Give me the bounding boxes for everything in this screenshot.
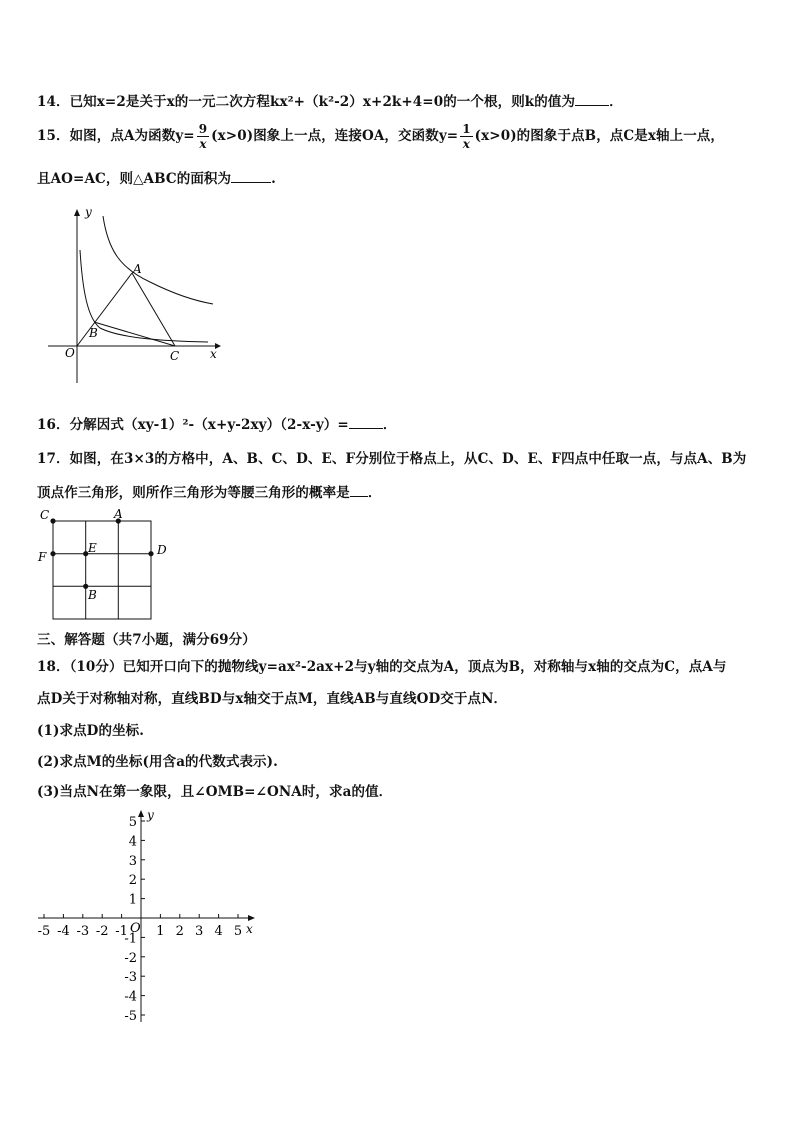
question-17-line-1 <box>37 447 746 467</box>
question-15-line-2 <box>37 167 276 187</box>
label-a: A <box>114 507 123 521</box>
question-14 <box>37 90 623 110</box>
y-axis-arrow <box>74 209 80 216</box>
question-14-text: 14．已知x=2是关于x的一元二次方程kx²+（k²-2）x+2k+4=0的一个根，则k的值为 <box>37 94 576 110</box>
point-c <box>50 518 55 523</box>
x-tick-label: 2 <box>175 924 184 939</box>
x-tick-label: 3 <box>195 924 204 939</box>
y-tick-label: 5 <box>128 815 137 830</box>
question-16 <box>37 413 396 433</box>
y-tick-label: -5 <box>124 1009 137 1024</box>
x-tick-label: -4 <box>57 924 70 939</box>
label-e: E <box>88 541 97 555</box>
figure-17-grid <box>34 506 174 626</box>
axis-label-y: y <box>147 808 154 822</box>
label-b: B <box>88 588 97 602</box>
label-f: F <box>38 550 47 564</box>
x-tick-label: 1 <box>156 924 165 939</box>
question-18-sub-3-text: (3)当点N在第一象限，且∠OMB=∠ONA时，求a的值． <box>37 784 393 800</box>
point-f <box>50 551 55 556</box>
question-15-part-1: 15．如图，点A为函数y= <box>37 128 195 144</box>
question-18-sub-2-text: (2)求点M的坐标(用含a的代数式表示). <box>37 754 278 770</box>
question-18-sub-1-text: (1)求点D的坐标. <box>37 723 145 739</box>
x-tick-label: -2 <box>95 924 109 939</box>
question-15-line-2-text: 且AO=AC，则△ABC的面积为 <box>37 171 232 187</box>
question-17-line-2 <box>37 481 381 501</box>
question-17-line-1-text: 17．如图，在3×3的方格中，A、B、C、D、E、F分别位于格点上，从C、D、E、F四点中任取一点，与点A、B为 <box>37 451 747 467</box>
y-tick-label: -1 <box>124 931 137 947</box>
question-18-line-2-text: 点D关于对称轴对称，直线BD与x轴交于点M，直线AB与直线OD交于点N． <box>37 691 508 707</box>
y-tick-label: 3 <box>128 853 137 869</box>
question-17-line-2-text: 顶点作三角形，则所作三角形为等腰三角形的概率是 <box>37 485 350 501</box>
answer-blank <box>350 484 368 497</box>
question-15-end: . <box>271 171 276 187</box>
question-17-end: ． <box>367 485 382 501</box>
question-14-end: ． <box>609 94 623 110</box>
answer-blank <box>231 170 271 183</box>
question-15-line-1 <box>37 122 724 151</box>
coordinate-axes <box>30 805 270 1030</box>
y-tick-label: 1 <box>128 892 137 908</box>
label-x: x <box>210 347 217 361</box>
label-c: C <box>170 349 180 363</box>
x-tick-label: 5 <box>233 924 243 939</box>
question-15-part-2: (x>0)图象上一点，连接OA，交函数y= <box>211 128 459 144</box>
x-axis-arrow <box>248 915 255 921</box>
fraction-numerator: 1 <box>462 122 471 136</box>
answer-blank <box>349 416 383 429</box>
y-axis-arrow <box>138 810 144 817</box>
question-18-line-2 <box>37 687 507 707</box>
fraction-denominator: x <box>462 137 471 151</box>
x-tick-label: 4 <box>214 924 223 939</box>
question-18-line-1 <box>37 655 726 675</box>
curve-1-over-x <box>80 250 208 342</box>
point-d <box>148 551 153 556</box>
x-tick-label: -5 <box>37 924 51 939</box>
label-c: C <box>40 508 50 522</box>
y-tick-label: -2 <box>124 950 137 966</box>
question-16-end: ． <box>382 417 397 433</box>
fraction-denominator: x <box>199 137 207 151</box>
question-18-sub-2 <box>37 750 278 770</box>
x-tick-label: -3 <box>76 924 90 939</box>
fraction-1-over-x <box>460 122 472 151</box>
question-18-line-1-text: 18．（10分）已知开口向下的抛物线y=ax²-2ax+2与y轴的交点为A，顶点为B，对称轴与x轴的交点为C，点A与 <box>37 659 727 675</box>
answer-blank <box>575 93 609 106</box>
fraction-numerator: 9 <box>198 122 208 136</box>
question-18-sub-1 <box>37 719 144 739</box>
fraction-9-over-x <box>197 122 209 151</box>
question-18-sub-3 <box>37 780 392 800</box>
question-16-text: 16．分解因式（xy-1）²-（x+y-2xy）（2-x-y）= <box>37 417 349 433</box>
curve-9-over-x <box>103 216 213 304</box>
figure-15-graph <box>40 200 230 390</box>
y-tick-label: -4 <box>124 989 137 1005</box>
label-o: O <box>65 346 75 360</box>
y-tick-label: -3 <box>124 970 137 986</box>
x-tick-label: -1 <box>115 924 128 939</box>
grid-border <box>53 521 151 619</box>
origin-label: O <box>130 921 141 936</box>
label-y: y <box>85 205 92 219</box>
label-d: D <box>157 543 167 557</box>
label-b: B <box>89 326 98 340</box>
section-heading-text: 三、解答题（共7小题，满分69分） <box>37 632 256 648</box>
label-a: A <box>133 262 142 276</box>
y-tick-label: 2 <box>128 873 137 889</box>
axis-label-x: x <box>246 922 253 936</box>
section-heading <box>37 628 256 648</box>
question-15-part-3: (x>0)的图象于点B，点C是x轴上一点， <box>474 128 724 144</box>
y-tick-label: 4 <box>128 834 137 850</box>
